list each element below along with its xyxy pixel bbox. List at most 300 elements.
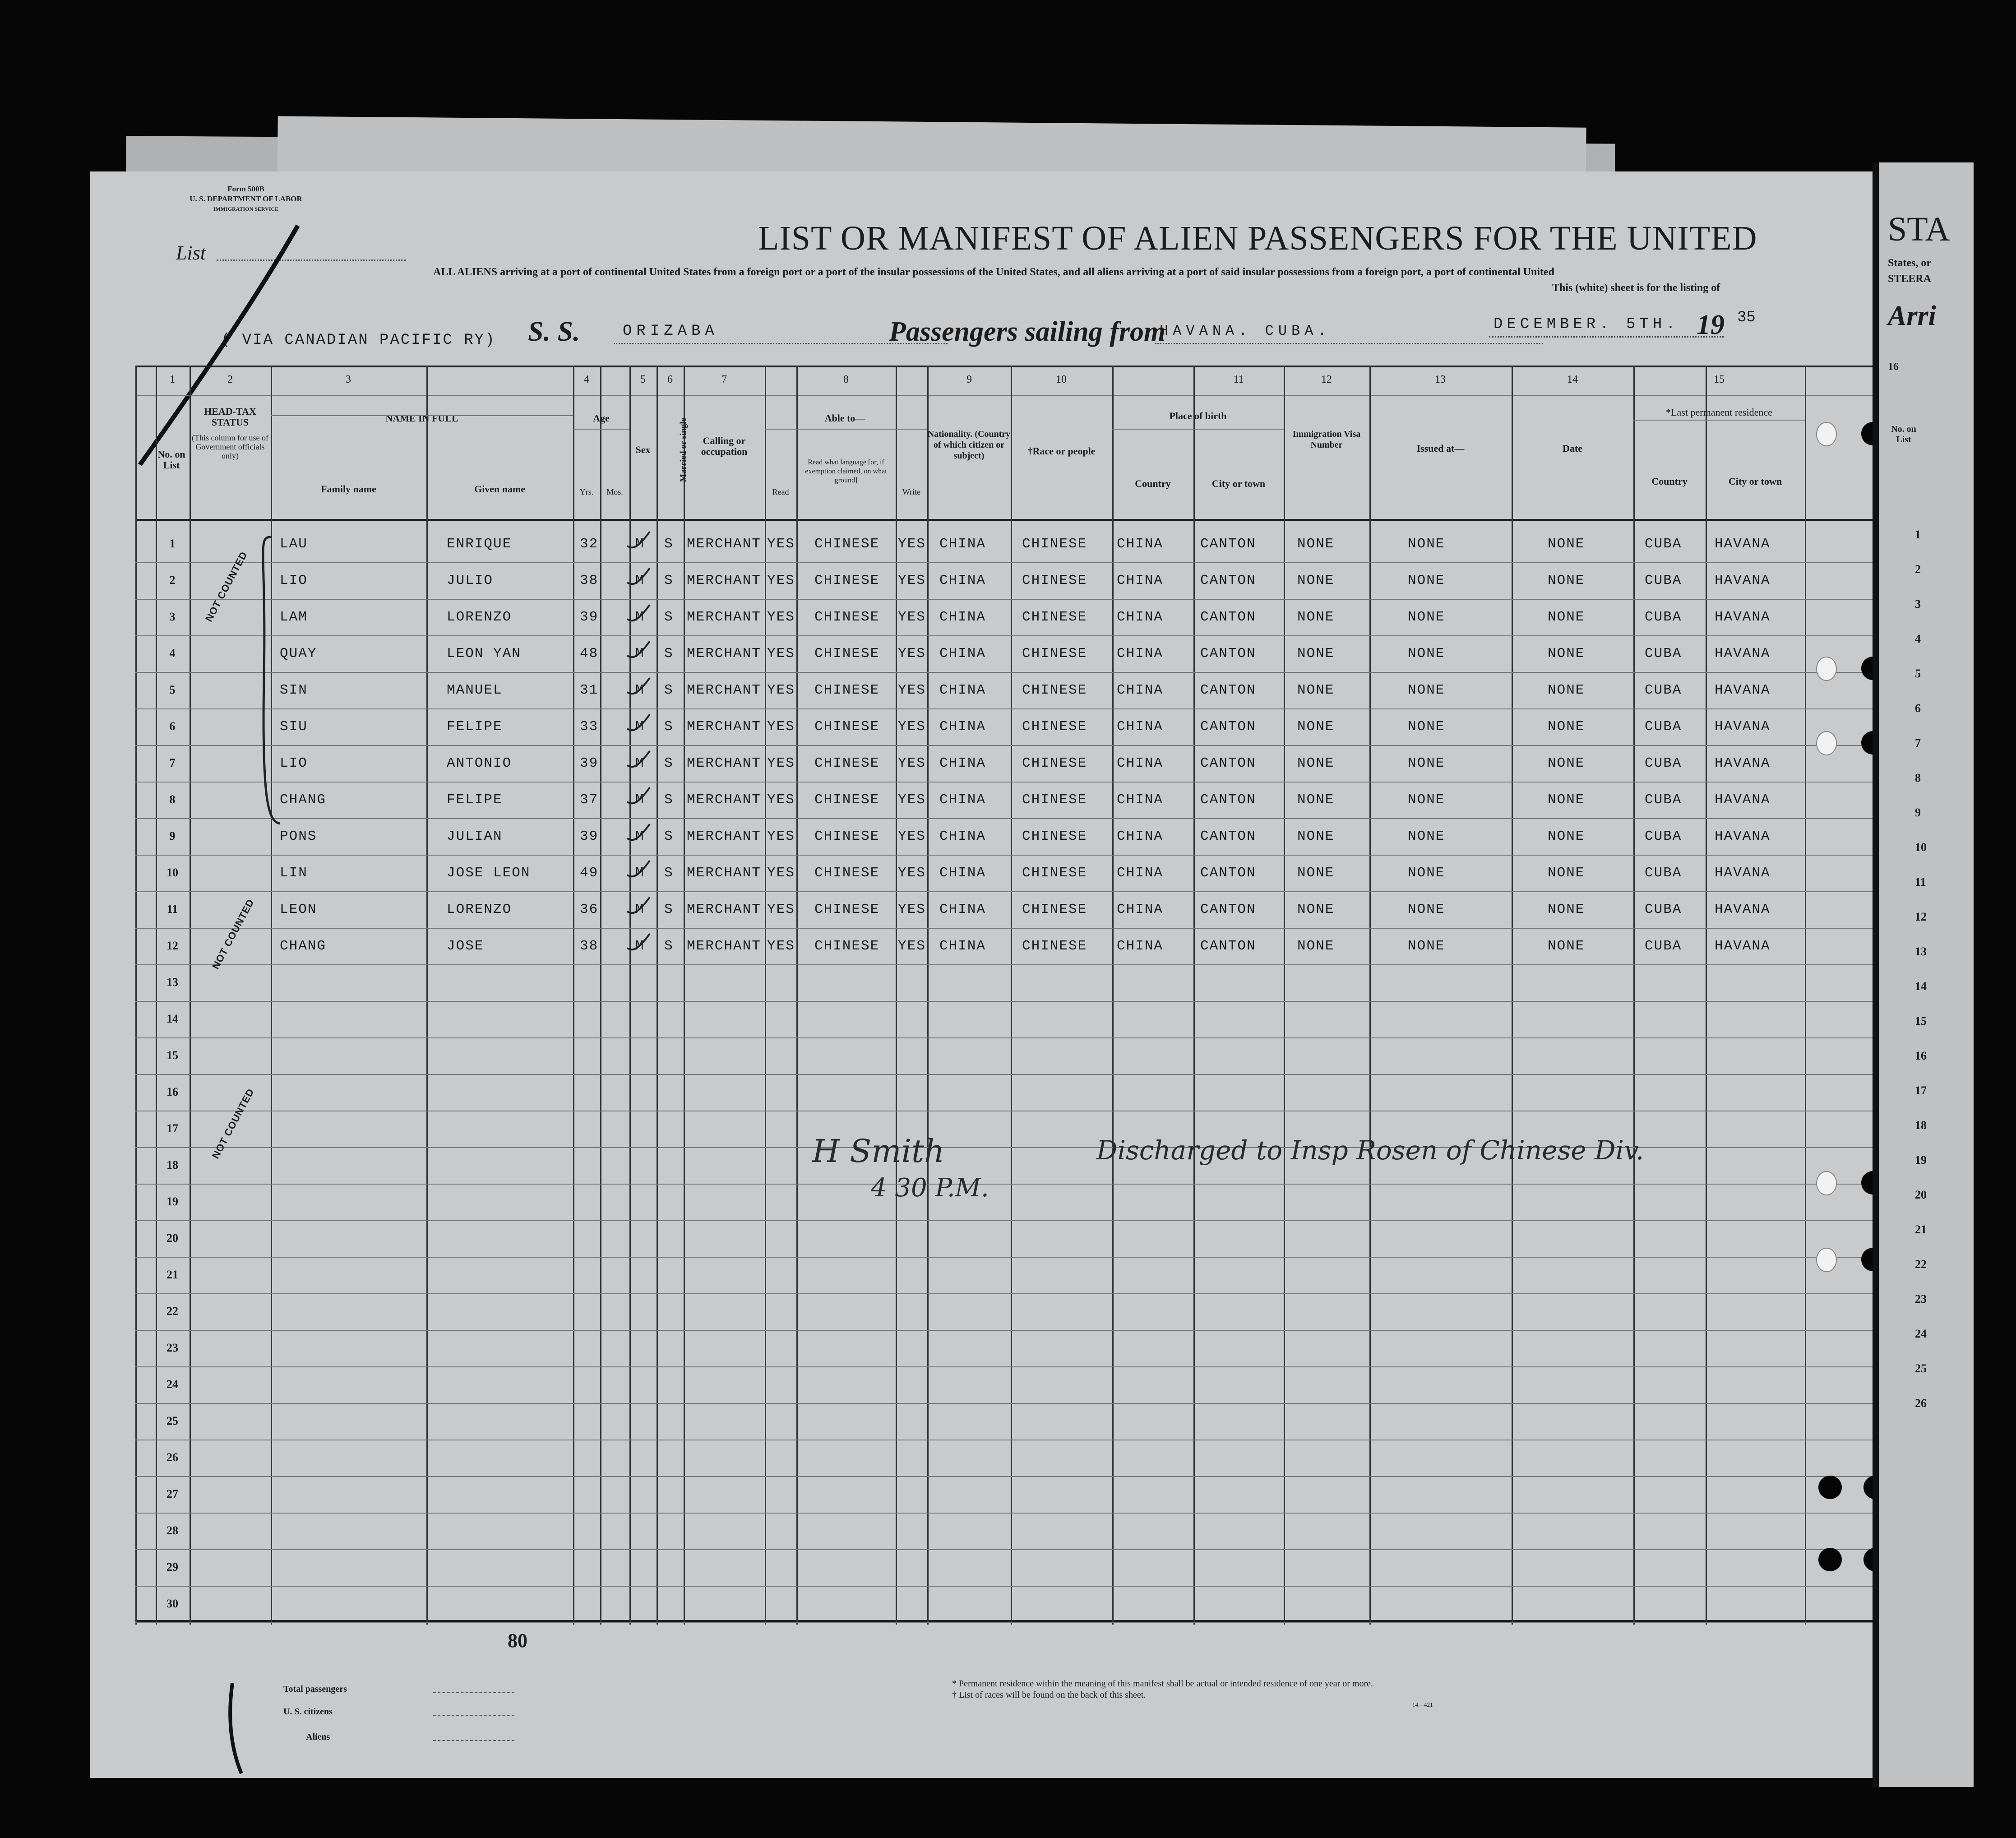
cell-ms: S — [664, 573, 674, 588]
departure-port-line — [1155, 343, 1543, 344]
manifest-subtitle: ALL ALIENS arriving at a port of continental United States from a foreign port or a port of the insular possessions of the United States, and all aliens arriving at a port of said insular possessions from a foreign port, a port of continental United — [433, 266, 1554, 278]
cell-rcity: HAVANA — [1715, 609, 1771, 625]
cell-nat: CHINA — [939, 829, 986, 844]
cell-occ: MERCHANT — [687, 938, 761, 954]
punch-hole — [1818, 1476, 1842, 1499]
cell-yrs: 33 — [580, 719, 599, 735]
cell-bcity: CANTON — [1200, 902, 1256, 917]
row-number: 12 — [166, 939, 178, 952]
row-number: 7 — [169, 756, 176, 769]
cell-date: NONE — [1548, 682, 1585, 698]
check-mark — [625, 747, 652, 779]
cell-rcity: HAVANA — [1715, 719, 1771, 735]
punch-hole — [1816, 731, 1837, 755]
cell-read: YES — [767, 792, 795, 808]
row-number: 26 — [166, 1451, 178, 1464]
cell-nat: CHINA — [939, 682, 986, 698]
service-name: IMMIGRATION SERVICE — [213, 206, 279, 212]
column-divider — [684, 366, 685, 1625]
column-number: 1 — [170, 374, 175, 385]
cell-visa: NONE — [1297, 938, 1335, 954]
column-number-divider — [135, 395, 1873, 396]
sailing-date-line — [1489, 336, 1724, 338]
cell-date: NONE — [1548, 573, 1585, 588]
header-residence-city: City or town — [1728, 476, 1782, 487]
cell-race: CHINESE — [1022, 865, 1087, 881]
cell-issued: NONE — [1408, 755, 1445, 771]
column-number: 9 — [966, 374, 972, 385]
cell-lang: CHINESE — [814, 682, 880, 698]
cell-rcountry: CUBA — [1645, 829, 1682, 844]
footer-citizens-line — [433, 1715, 514, 1716]
cell-lang: CHINESE — [814, 573, 880, 588]
cell-rcity: HAVANA — [1715, 536, 1771, 552]
cell-bcountry: CHINA — [1117, 646, 1164, 662]
header-head-tax-note: (This column for use of Government officials only) — [192, 433, 268, 460]
row-number: 30 — [166, 1597, 178, 1610]
row-divider — [135, 891, 1873, 892]
row-number: 2 — [169, 574, 176, 587]
cell-race: CHINESE — [1022, 829, 1087, 844]
cell-family: LIN — [280, 865, 308, 881]
cell-sex: M — [635, 609, 645, 625]
cell-visa: NONE — [1297, 609, 1335, 625]
adjacent-row-number: 11 — [1915, 875, 1926, 889]
row-divider — [135, 1220, 1873, 1221]
cell-bcity: CANTON — [1200, 792, 1256, 808]
cell-bcountry: CHINA — [1117, 609, 1164, 625]
row-number: 11 — [166, 903, 178, 916]
cell-write: YES — [898, 755, 926, 771]
adjacent-row-number: 18 — [1915, 1119, 1927, 1132]
cell-family: CHANG — [280, 938, 327, 954]
row-divider — [135, 1403, 1873, 1404]
cell-lang: CHINESE — [814, 536, 880, 552]
cell-yrs: 48 — [580, 646, 599, 662]
cell-family: LIO — [280, 755, 308, 771]
adjacent-row-number: 19 — [1915, 1153, 1927, 1167]
year-suffix: 35 — [1737, 309, 1756, 326]
cell-yrs: 37 — [580, 792, 599, 808]
cell-given: MANUEL — [447, 682, 503, 698]
adjacent-row-number: 7 — [1915, 736, 1921, 750]
row-number: 13 — [166, 976, 178, 989]
row-divider — [135, 1037, 1873, 1038]
cell-occ: MERCHANT — [687, 719, 761, 735]
not-counted-stamp-2: NOT COUNTED — [210, 897, 256, 971]
cell-bcity: CANTON — [1200, 536, 1256, 552]
cell-lang: CHINESE — [814, 792, 880, 808]
header-race: †Race or people — [1027, 445, 1096, 457]
row-number: 17 — [166, 1122, 178, 1135]
cell-lang: CHINESE — [814, 755, 880, 771]
footer-total-line — [433, 1692, 514, 1693]
cell-bcountry: CHINA — [1117, 902, 1164, 917]
row-number: 9 — [169, 829, 176, 843]
cell-given: ANTONIO — [447, 755, 512, 771]
footer-us-citizens: U. S. citizens — [283, 1707, 333, 1717]
row-number: 21 — [166, 1268, 178, 1281]
header-sex: Sex — [635, 444, 651, 455]
cell-bcity: CANTON — [1200, 646, 1256, 662]
column-number: 5 — [640, 374, 646, 385]
cell-yrs: 39 — [580, 609, 599, 625]
subheader-divider — [271, 415, 573, 416]
cell-sex: M — [635, 536, 645, 552]
adjacent-row-number: 3 — [1915, 597, 1921, 611]
check-mark — [625, 784, 652, 815]
cell-nat: CHINA — [939, 865, 986, 881]
cell-issued: NONE — [1408, 682, 1445, 698]
column-divider — [426, 366, 428, 1625]
adjacent-row-number: 1 — [1915, 528, 1921, 541]
list-label: List — [176, 242, 206, 264]
adjacent-title-fragment: STA — [1888, 210, 1950, 248]
cell-yrs: 39 — [580, 755, 599, 771]
cell-given: JOSE LEON — [447, 865, 531, 881]
adjacent-row-number: 20 — [1915, 1188, 1927, 1201]
cell-ms: S — [664, 682, 674, 698]
row-number: 5 — [169, 683, 176, 696]
cell-date: NONE — [1548, 719, 1585, 735]
adjacent-row-number: 14 — [1915, 980, 1927, 993]
cell-bcountry: CHINA — [1117, 865, 1164, 881]
row-divider — [135, 1586, 1873, 1587]
row-divider — [135, 1476, 1873, 1477]
table-top-border — [135, 366, 1873, 367]
cell-visa: NONE — [1297, 829, 1335, 844]
cell-rcountry: CUBA — [1645, 865, 1682, 881]
cell-date: NONE — [1548, 536, 1585, 552]
adjacent-row-number: 15 — [1915, 1014, 1927, 1028]
cell-read: YES — [767, 938, 795, 954]
cell-issued: NONE — [1408, 902, 1445, 917]
cell-bcountry: CHINA — [1117, 719, 1164, 735]
column-number: 4 — [584, 374, 589, 385]
row-divider — [135, 1330, 1873, 1331]
row-divider — [135, 1366, 1873, 1367]
row-divider — [135, 1293, 1873, 1294]
row-number: 23 — [166, 1341, 178, 1354]
cell-race: CHINESE — [1022, 719, 1087, 735]
column-divider — [1011, 366, 1012, 1625]
column-number: 13 — [1435, 374, 1446, 385]
cell-occ: MERCHANT — [687, 682, 761, 698]
column-divider — [765, 366, 766, 1625]
adjacent-page-strip — [1873, 162, 1974, 1787]
row-number: 15 — [166, 1049, 178, 1062]
cell-bcity: CANTON — [1200, 865, 1256, 881]
header-age-months: Mos. — [606, 487, 623, 496]
cell-visa: NONE — [1297, 755, 1335, 771]
header-bottom-border — [135, 519, 1873, 521]
cell-rcity: HAVANA — [1715, 829, 1771, 844]
cell-read: YES — [767, 719, 795, 735]
year-prefix: 19 — [1697, 310, 1725, 340]
adjacent-row-number: 24 — [1915, 1327, 1927, 1340]
row-number: 16 — [166, 1085, 178, 1098]
cell-occ: MERCHANT — [687, 755, 761, 771]
cell-bcountry: CHINA — [1117, 755, 1164, 771]
page-number: 80 — [508, 1630, 527, 1652]
cell-nat: CHINA — [939, 792, 986, 808]
row-divider — [135, 745, 1873, 746]
header-family-name: Family name — [321, 483, 376, 495]
row-divider — [135, 1257, 1873, 1258]
cell-rcity: HAVANA — [1715, 646, 1771, 662]
cell-issued: NONE — [1408, 938, 1445, 954]
footer-aliens-line — [433, 1740, 514, 1741]
cell-sex: M — [635, 792, 645, 808]
adjacent-row-number: 17 — [1915, 1084, 1927, 1097]
column-number: 7 — [721, 374, 727, 385]
sailing-from-label: Passengers sailing from — [889, 316, 1166, 347]
column-divider — [135, 366, 137, 1625]
cell-write: YES — [898, 792, 926, 808]
cell-bcity: CANTON — [1200, 755, 1256, 771]
manifest-subtitle-2: This (white) sheet is for the listing of — [1552, 282, 1720, 294]
cell-rcountry: CUBA — [1645, 646, 1682, 662]
cell-date: NONE — [1548, 609, 1585, 625]
check-mark — [625, 674, 652, 706]
cell-lang: CHINESE — [814, 865, 880, 881]
header-calling: Calling or occupation — [701, 435, 748, 457]
cell-write: YES — [898, 573, 926, 588]
row-divider — [135, 1622, 1873, 1623]
column-divider — [1284, 366, 1285, 1625]
cell-issued: NONE — [1408, 719, 1445, 735]
column-number: 15 — [1714, 374, 1725, 385]
header-birth-city: City or town — [1211, 478, 1266, 489]
cell-bcity: CANTON — [1200, 829, 1256, 844]
cell-family: SIU — [280, 719, 308, 735]
cell-bcity: CANTON — [1200, 682, 1256, 698]
cell-race: CHINESE — [1022, 573, 1087, 588]
inspector-signature: H Smith — [812, 1133, 945, 1170]
cell-ms: S — [664, 829, 674, 844]
adjacent-row-number: 6 — [1915, 702, 1921, 715]
column-number: 8 — [843, 374, 849, 385]
adjacent-no-on-list-header: No. on List — [1891, 424, 1916, 444]
cell-sex: M — [635, 829, 645, 844]
row-number: 8 — [169, 793, 176, 806]
cell-sex: M — [635, 902, 645, 917]
header-given-name: Given name — [474, 483, 526, 495]
form-heading — [187, 184, 305, 214]
adjacent-subtitle-fragment: States, or — [1888, 257, 1931, 269]
cell-visa: NONE — [1297, 646, 1335, 662]
manifest-sheet — [90, 171, 1873, 1778]
cell-read: YES — [767, 755, 795, 771]
header-residence-country: Country — [1651, 476, 1688, 487]
cell-nat: CHINA — [939, 938, 986, 954]
cell-sex: M — [635, 755, 645, 771]
check-mark — [625, 638, 652, 669]
cell-read: YES — [767, 682, 795, 698]
check-mark — [625, 565, 652, 596]
cell-date: NONE — [1548, 792, 1585, 808]
cell-ms: S — [664, 902, 674, 917]
cell-lang: CHINESE — [814, 719, 880, 735]
cell-read: YES — [767, 646, 795, 662]
cell-ms: S — [664, 646, 674, 662]
cell-rcity: HAVANA — [1715, 682, 1771, 698]
cell-family: LIO — [280, 573, 308, 588]
cell-ms: S — [664, 755, 674, 771]
cell-lang: CHINESE — [814, 938, 880, 954]
adjacent-row-number: 25 — [1915, 1362, 1927, 1375]
cell-nat: CHINA — [939, 609, 986, 625]
row-divider — [135, 1184, 1873, 1185]
cell-yrs: 38 — [580, 573, 599, 588]
row-number: 29 — [166, 1560, 178, 1574]
cell-race: CHINESE — [1022, 609, 1087, 625]
cell-rcountry: CUBA — [1645, 792, 1682, 808]
cell-rcity: HAVANA — [1715, 755, 1771, 771]
row-number: 10 — [166, 866, 178, 879]
row-divider — [135, 964, 1873, 965]
cell-issued: NONE — [1408, 609, 1445, 625]
header-date: Date — [1563, 443, 1582, 454]
column-divider — [1512, 366, 1513, 1625]
form-number: Form 500B — [227, 185, 264, 193]
cell-rcity: HAVANA — [1715, 902, 1771, 917]
row-divider — [135, 1513, 1873, 1514]
header-issued-at: Issued at— — [1416, 443, 1465, 454]
adjacent-row-number: 10 — [1915, 841, 1927, 854]
cell-occ: MERCHANT — [687, 792, 761, 808]
handwritten-time: 4 30 P.M. — [871, 1173, 989, 1203]
cell-family: QUAY — [280, 646, 317, 662]
cell-given: JOSE — [447, 938, 484, 954]
punch-hole — [1816, 657, 1837, 681]
header-able-to: Able to— — [824, 412, 865, 424]
cell-occ: MERCHANT — [687, 646, 761, 662]
cell-bcountry: CHINA — [1117, 938, 1164, 954]
manifest-title: LIST OR MANIFEST OF ALIEN PASSENGERS FOR THE UNITED — [758, 219, 1757, 257]
row-divider — [135, 928, 1873, 929]
cell-nat: CHINA — [939, 646, 986, 662]
column-divider — [796, 366, 798, 1625]
cell-date: NONE — [1548, 938, 1585, 954]
check-mark — [625, 930, 652, 962]
cell-write: YES — [898, 865, 926, 881]
cell-given: JULIAN — [447, 829, 503, 844]
manifest-table — [135, 366, 1873, 1652]
cell-ms: S — [664, 792, 674, 808]
row-divider — [135, 599, 1873, 600]
cell-race: CHINESE — [1022, 902, 1087, 917]
cell-rcountry: CUBA — [1645, 536, 1682, 552]
adjacent-row-number: 12 — [1915, 910, 1927, 923]
punch-hole — [1818, 1548, 1842, 1571]
header-write: Write — [902, 487, 921, 496]
cell-given: LEON YAN — [447, 646, 521, 662]
cell-rcountry: CUBA — [1645, 755, 1682, 771]
cell-occ: MERCHANT — [687, 609, 761, 625]
cell-rcountry: CUBA — [1645, 682, 1682, 698]
cell-visa: NONE — [1297, 902, 1335, 917]
cell-race: CHINESE — [1022, 938, 1087, 954]
row-number: 3 — [169, 610, 176, 623]
not-counted-stamp-1: NOT COUNTED — [203, 549, 250, 624]
cell-ms: S — [664, 609, 674, 625]
cell-issued: NONE — [1408, 536, 1445, 552]
cell-rcountry: CUBA — [1645, 609, 1682, 625]
department-name: U. S. DEPARTMENT OF LABOR — [190, 194, 302, 203]
column-divider — [600, 366, 601, 1625]
row-number: 25 — [166, 1414, 178, 1427]
cell-sex: M — [635, 682, 645, 698]
header-birth-country: Country — [1135, 478, 1171, 489]
adjacent-row-number: 4 — [1915, 632, 1921, 645]
cell-read: YES — [767, 536, 795, 552]
header-married-single: Married or single — [679, 417, 688, 482]
cell-write: YES — [898, 829, 926, 844]
cell-race: CHINESE — [1022, 755, 1087, 771]
header-nationality: Nationality. (Country of which citizen or subject) — [927, 429, 1011, 461]
cell-rcountry: CUBA — [1645, 719, 1682, 735]
footer-total-passengers: Total passengers — [283, 1684, 347, 1694]
ss-label: S. S. — [528, 316, 580, 347]
cell-bcountry: CHINA — [1117, 792, 1164, 808]
cell-bcity: CANTON — [1200, 573, 1256, 588]
cell-lang: CHINESE — [814, 609, 880, 625]
cell-read: YES — [767, 865, 795, 881]
cell-ms: S — [664, 719, 674, 735]
cell-issued: NONE — [1408, 829, 1445, 844]
column-divider — [190, 366, 191, 1625]
column-divider — [1805, 366, 1806, 1625]
cell-race: CHINESE — [1022, 682, 1087, 698]
punch-hole — [1816, 1171, 1837, 1195]
cell-visa: NONE — [1297, 536, 1335, 552]
row-divider — [135, 708, 1873, 709]
cell-yrs: 31 — [580, 682, 599, 698]
subheader-divider — [573, 429, 629, 430]
cell-bcity: CANTON — [1200, 609, 1256, 625]
column-number: 11 — [1233, 374, 1244, 385]
row-divider — [135, 672, 1873, 673]
cell-given: FELIPE — [447, 719, 503, 735]
cell-issued: NONE — [1408, 792, 1445, 808]
ship-name: ORIZABA — [623, 323, 719, 340]
header-age: Age — [593, 412, 610, 424]
adjacent-row-number: 8 — [1915, 771, 1921, 784]
cell-read: YES — [767, 609, 795, 625]
cell-given: JULIO — [447, 573, 494, 588]
header-visa-number: Immigration Visa Number — [1292, 429, 1361, 450]
cell-race: CHINESE — [1022, 536, 1087, 552]
adjacent-row-number: 5 — [1915, 667, 1921, 680]
cell-rcountry: CUBA — [1645, 902, 1682, 917]
cell-write: YES — [898, 719, 926, 735]
cell-ms: S — [664, 938, 674, 954]
column-number: 3 — [346, 374, 351, 385]
cell-given: ENRIQUE — [447, 536, 512, 552]
column-divider — [657, 366, 658, 1625]
adjacent-row-number: 2 — [1915, 563, 1921, 576]
column-divider — [927, 366, 929, 1625]
check-mark — [625, 857, 652, 889]
cell-race: CHINESE — [1022, 792, 1087, 808]
cell-sex: M — [635, 938, 645, 954]
row-number: 6 — [169, 720, 176, 733]
cell-nat: CHINA — [939, 536, 986, 552]
cell-write: YES — [898, 646, 926, 662]
punch-hole — [1816, 422, 1837, 446]
row-number: 22 — [166, 1305, 178, 1318]
